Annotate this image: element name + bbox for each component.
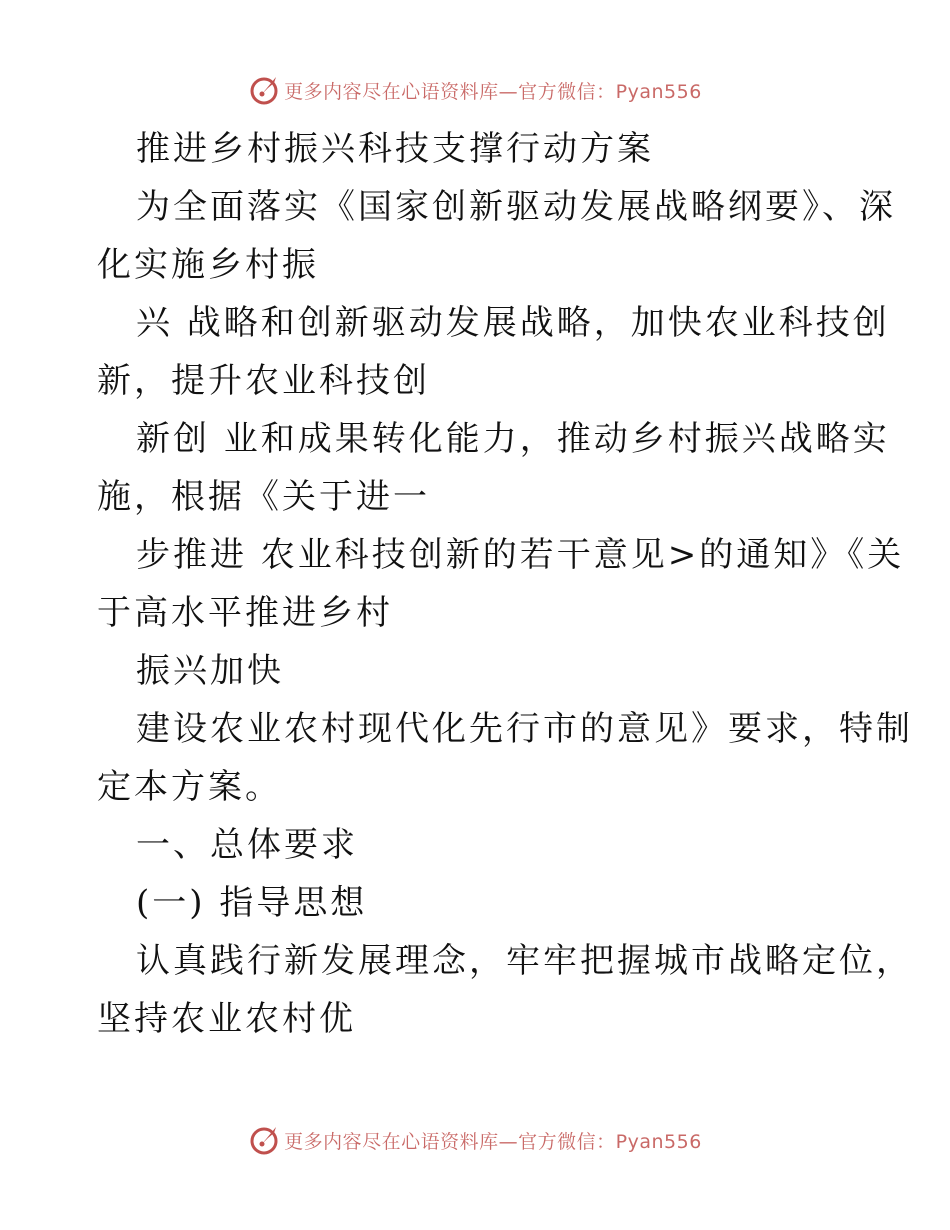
document-body — [97, 120, 913, 1048]
paragraph-line: 建设农业农村现代化先行市的意见》要求，特制 — [136, 709, 913, 749]
quill-logo-icon — [248, 74, 280, 106]
footer-watermark-banner — [0, 1120, 950, 1160]
paragraph-line: 化实施乡村振 — [97, 245, 319, 285]
document-title: 推进乡村振兴科技支撑行动方案 — [136, 129, 654, 169]
paragraph-line: 定本方案。 — [97, 767, 282, 807]
paragraph-line: 施，根据《关于进一 — [97, 477, 430, 517]
paragraph-line: 新创 业和成果转化能力，推动乡村振兴战略实 — [136, 419, 890, 459]
paragraph-line: 于高水平推进乡村 — [97, 593, 393, 633]
paragraph-line: 坚持农业农村优 — [97, 999, 356, 1039]
paragraph-line: 认真践行新发展理念，牢牢把握城市战略定位， — [136, 941, 913, 981]
header-watermark-banner — [0, 70, 950, 110]
section-heading: 一、总体要求 — [136, 825, 358, 865]
header-banner-text: 更多内容尽在心语资料库—官方微信：Pyan556 — [284, 80, 702, 103]
footer-banner-text: 更多内容尽在心语资料库—官方微信：Pyan556 — [284, 1130, 702, 1153]
paragraph-line: 振兴加快 — [136, 651, 284, 691]
paragraph-line: 步推进 农业科技创新的若干意见>的通知》《关 — [136, 535, 905, 575]
paragraph-line: 兴 战略和创新驱动发展战略，加快农业科技创 — [136, 303, 890, 343]
paragraph-line: 新，提升农业科技创 — [97, 361, 430, 401]
quill-logo-icon — [248, 1124, 280, 1156]
subsection-heading: (一) 指导思想 — [136, 883, 368, 923]
paragraph-line: 为全面落实《国家创新驱动发展战略纲要》、深 — [136, 187, 896, 227]
